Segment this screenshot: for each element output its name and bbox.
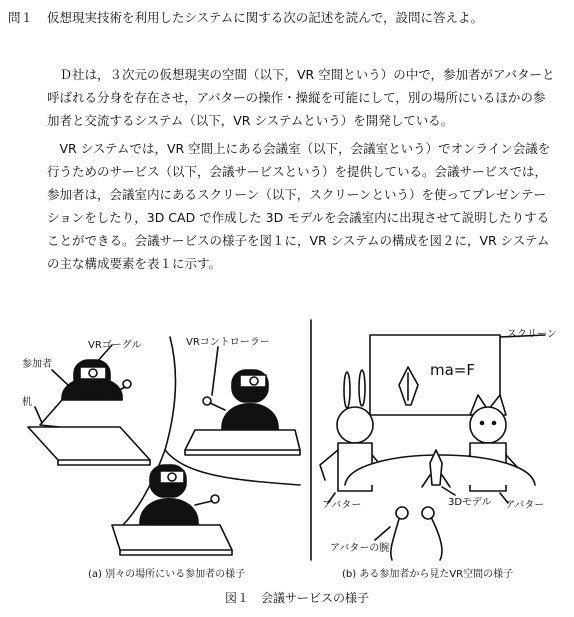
paragraph-2-text: VR システムでは，VR 空間上にある会議室（以下，会議室という）でオンライン会議を行うためのサービス（以下，会議サービスという）を提供している。会議サービスでは，参加者は，会議室内にあるスクリーン（以下，スクリーンという）を使ってプレゼンテーションをしたり，3D CAD で作成した 3D モデルを会議室内に出現させて説明したりすることができる。会議サービスの様子を図１に，VR システムの構成を図２に，VR システムの主な構成要素を表１に示す。	[47, 141, 551, 271]
paragraph-1-text: Ｄ社は，３次元の仮想現実の空間（以下，VR 空間という）の中で，参加者がアバターと呼ばれる分身を存在させ，アバターの操作・操縦を可能にして，別の場所にいるほかの参加者と交流するシステム（以下，VR システムという）を開発している。	[47, 67, 555, 128]
avatar-arm-1	[391, 515, 400, 560]
screen-equation: ma=F	[430, 361, 475, 379]
label-participant: 参加者	[22, 359, 52, 370]
model-leader	[442, 487, 455, 495]
desk-2	[185, 430, 300, 450]
label-screen: スクリーン	[507, 329, 557, 340]
participant-figure-3	[140, 465, 219, 530]
desk-1	[28, 427, 150, 460]
left-panel-illustration	[28, 337, 300, 555]
label-avatar-arm: アバターの腕	[330, 543, 390, 554]
avatar-arm-2	[430, 515, 442, 560]
question-heading	[8, 8, 483, 26]
label-vr-goggles: VRゴーグル	[88, 340, 142, 351]
label-3d-model: 3Dモデル	[448, 497, 492, 508]
caption-panel-a: (a) 別々の場所にいる参加者の様子	[88, 569, 246, 580]
label-vr-controller: VRコントローラー	[186, 337, 270, 348]
desk-3	[112, 525, 232, 550]
label-avatar-right: アバター	[505, 500, 545, 511]
paragraph-1	[47, 63, 557, 132]
paragraph-2	[47, 137, 557, 275]
label-avatar-left: アバター	[322, 500, 362, 511]
caption-panel-b: (b) ある参加者から見たVR空間の様子	[342, 569, 514, 580]
question-number: 問１	[8, 10, 34, 25]
figure-1	[0, 315, 574, 617]
label-desk: 机	[22, 397, 32, 408]
question-text: 仮想現実技術を利用したシステムに関する次の記述を読んで，設問に答えよ。	[47, 10, 484, 25]
figure-caption: 図１ 会議サービスの様子	[225, 591, 370, 605]
participant-figure-1	[40, 360, 131, 427]
divider-line	[165, 337, 175, 450]
